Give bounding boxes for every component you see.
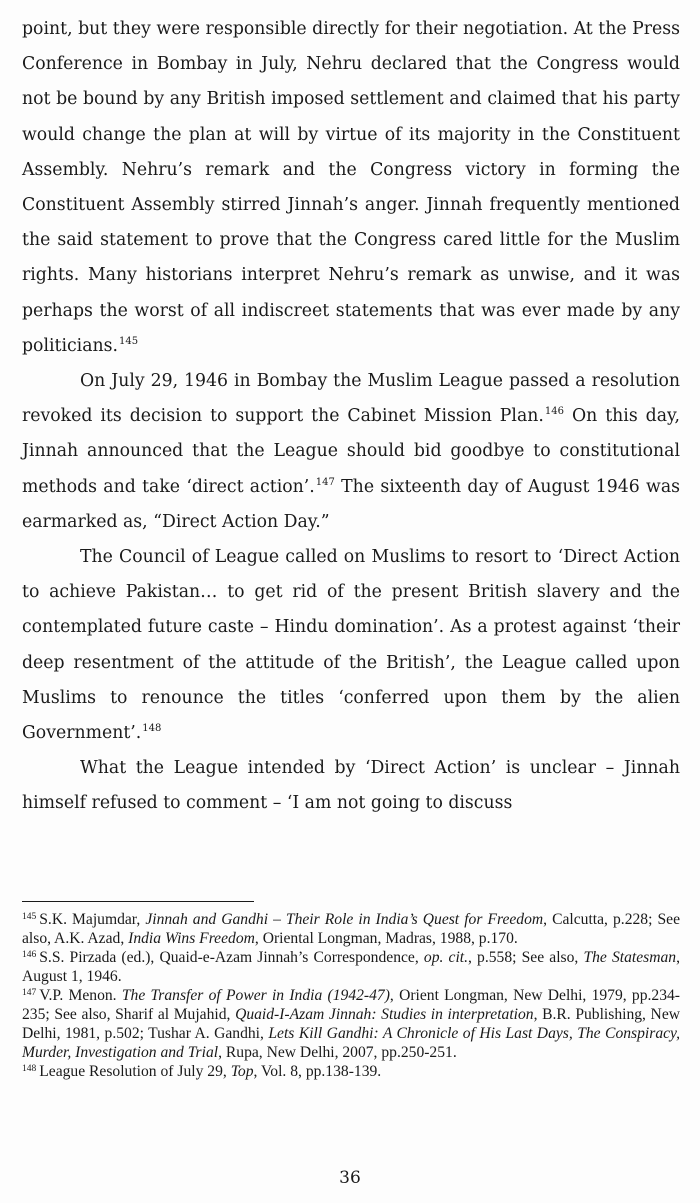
footnote-number: 145 [22,912,37,922]
footnote-145 [22,910,680,948]
citation-abbreviation: op. cit. [423,949,469,966]
footnote-text: , Orient Longman, New Delhi, 1979, pp.234-235; See also, Sharif al Mujahid, [22,987,680,1023]
footnote-text: , Rupa, New Delhi, 2007, pp.250-251. [218,1044,457,1061]
book-title: The Transfer of Power in India (1942-47) [121,987,390,1004]
paragraph-2 [22,364,680,540]
footnote-text: , Oriental Longman, Madras, 1988, p.170. [254,930,518,947]
book-title: Jinnah and Gandhi – Their Role in India’s Quest for Freedom [145,911,544,928]
footnote-text: , p.558; See also, [468,949,584,966]
footnote-text: S.S. Pirzada (ed.), Quaid-e-Azam Jinnah’s Correspondence, [39,949,424,966]
paragraph-text: The sixteenth day of August 1946 was earmarked as, “Direct Action Day.” [22,476,680,532]
footnote-number: 148 [22,1064,37,1074]
footnote-text: V.P. Menon. [39,987,122,1004]
footnote-text: , B.R. Publishing, New Delhi, 1981, p.502; Tushar A. Gandhi, [22,1006,681,1042]
footnote-number: 147 [22,988,37,998]
footnote-text: , August 1, 1946. [22,949,680,985]
footnote-reference-145[interactable]: 145 [119,335,139,347]
paragraph-text: On this day, Jinnah announced that the League should bid goodbye to constitutional methods and take ‘direct action’. [22,406,681,497]
footnote-text: , Calcutta, p.228; See also, A.K. Azad, [22,911,680,947]
paragraph-3 [22,540,680,751]
paragraph-text: On July 29, 1946 in Bombay the Muslim League passed a resolution revoked its decision to support the Cabinet Mission Plan. [22,371,680,427]
paragraph-text: What the League intended by ‘Direct Action’ is unclear – Jinnah himself refused to comment – ‘I am not going to discuss [22,758,680,814]
page-number: 36 [339,1168,361,1188]
footnote-text: , Vol. 8, pp.138-139. [253,1063,382,1080]
footnote-reference-146[interactable]: 146 [544,406,564,418]
footnote-text: League Resolution of July 29, [39,1063,231,1080]
paragraph-4 [22,751,680,821]
book-title: Quaid-I-Azam Jinnah: Studies in interpretation [235,1006,534,1023]
source-title: Top [230,1063,254,1080]
paragraph-1 [22,12,680,364]
footnotes [22,910,680,1081]
footnote-reference-147[interactable]: 147 [315,476,335,488]
paragraph-text: point, but they were responsible directly for their negotiation. At the Press Conference in Bombay in July, Nehru declared that the Congress would not be bound by any British imposed settlement and claimed that his party would change the plan at will by virtue of its majority in the Constituent Assembly. Nehru’s remark and the Congress victory in forming the Constituent Assembly stirred Jinnah’s anger. Jinnah frequently mentioned the said statement to prove that the Congress cared little for the Muslim rights. Many historians interpret Nehru’s remark as unwise, and it was perhaps the worst of all indiscreet statements that was ever made by any politicians. [22,19,680,356]
footnote-number: 146 [22,950,37,960]
body-text [22,12,680,822]
footnote-reference-148[interactable]: 148 [142,723,162,735]
paragraph-text: The Council of League called on Muslims to resort to ‘Direct Action to achieve Pakistan… to get rid of the present British slavery and the contemplated future caste – Hindu domination’. As a protest against ‘their deep resentment of the attitude of the British’, the League called upon Muslims to renounce the titles ‘conferred upon them by the alien Government’. [22,547,680,744]
book-title: India Wins Freedom [128,930,255,947]
footnote-147 [22,986,680,1062]
footnote-separator [22,901,254,902]
footnote-text: S.K. Majumdar, [39,911,146,928]
footnote-146 [22,948,680,986]
footnote-148 [22,1062,680,1081]
newspaper-title: The Statesman [583,949,677,966]
book-title: Lets Kill Gandhi: A Chronicle of His Last Days, The Conspiracy, Murder, Investigation and Trial [22,1025,680,1061]
